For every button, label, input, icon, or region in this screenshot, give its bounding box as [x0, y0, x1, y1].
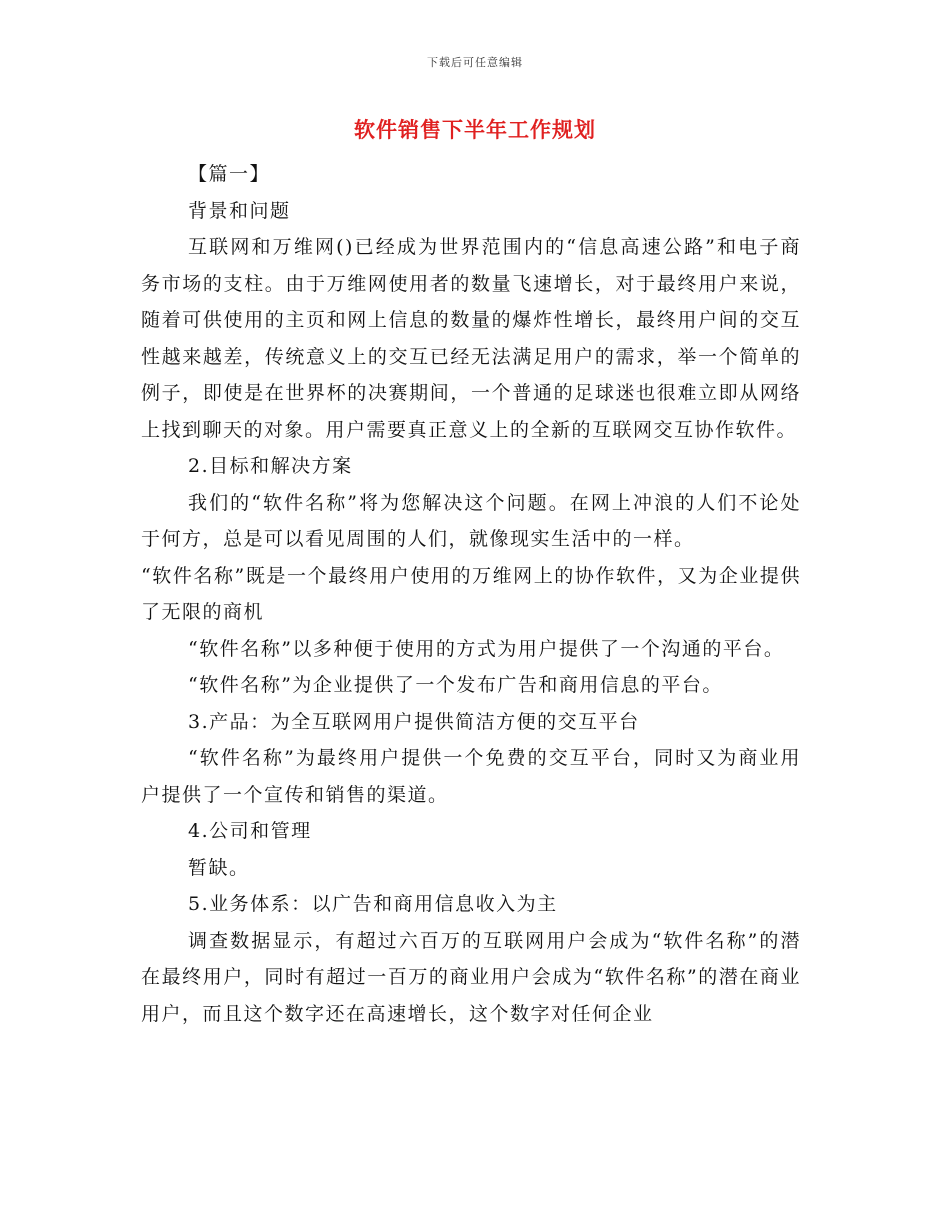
document-body [141, 156, 801, 1032]
paragraph-goals: 我们的“软件名称”将为您解决这个问题。在网上冲浪的人们不论处于何方，总是可以看见周围的人们，就像现实生活中的一样。 [141, 491, 801, 550]
paragraph-company: 暂缺。 [188, 856, 250, 879]
paragraph-software-ads: “软件名称”为企业提供了一个发布广告和商用信息的平台。 [188, 674, 723, 696]
page-header-note: 下载后可任意编辑 [427, 56, 523, 69]
document-title: 软件销售下半年工作规划 [354, 117, 596, 142]
paragraph-software-platform: “软件名称”以多种便于使用的方式为用户提供了一个沟通的平台。 [188, 637, 785, 660]
subheading-product: 3.产品：为全互联网用户提供简洁方便的交互平台 [188, 710, 640, 733]
subheading-company: 4.公司和管理 [188, 820, 312, 842]
subheading-goals: 2.目标和解决方案 [188, 455, 353, 477]
paragraph-background: 互联网和万维网()已经成为世界范围内的“信息高速公路”和电子商务市场的支柱。由于万维网使用者的数量飞速增长，对于最终用户来说，随着可供使用的主页和网上信息的数量的爆炸性增长，最终用户间的交互性越来越差，传统意义上的交互已经无法满足用户的需求，举一个简单的例子，即使是在世界杯的决赛期间，一个普通的足球迷也很难立即从网络上找到聊天的对象。用户需要真正意义上的全新的互联网交互协作软件。 [141, 236, 801, 441]
section-heading: 【篇一】 [188, 163, 271, 185]
paragraph-business: 调查数据显示，有超过六百万的互联网用户会成为“软件名称”的潜在最终用户，同时有超过一百万的商业用户会成为“软件名称”的潜在商业用户，而且这个数字还在高速增长，这个数字对任何企业 [141, 929, 801, 1025]
paragraph-software-intro: “软件名称”既是一个最终用户使用的万维网上的协作软件，又为企业提供了无限的商机 [141, 564, 801, 623]
paragraph-product: “软件名称”为最终用户提供一个免费的交互平台，同时又为商业用户提供了一个宣传和销售的渠道。 [141, 747, 801, 806]
subheading-business: 5.业务体系：以广告和商用信息收入为主 [188, 893, 558, 915]
subheading-background: 背景和问题 [188, 199, 291, 222]
